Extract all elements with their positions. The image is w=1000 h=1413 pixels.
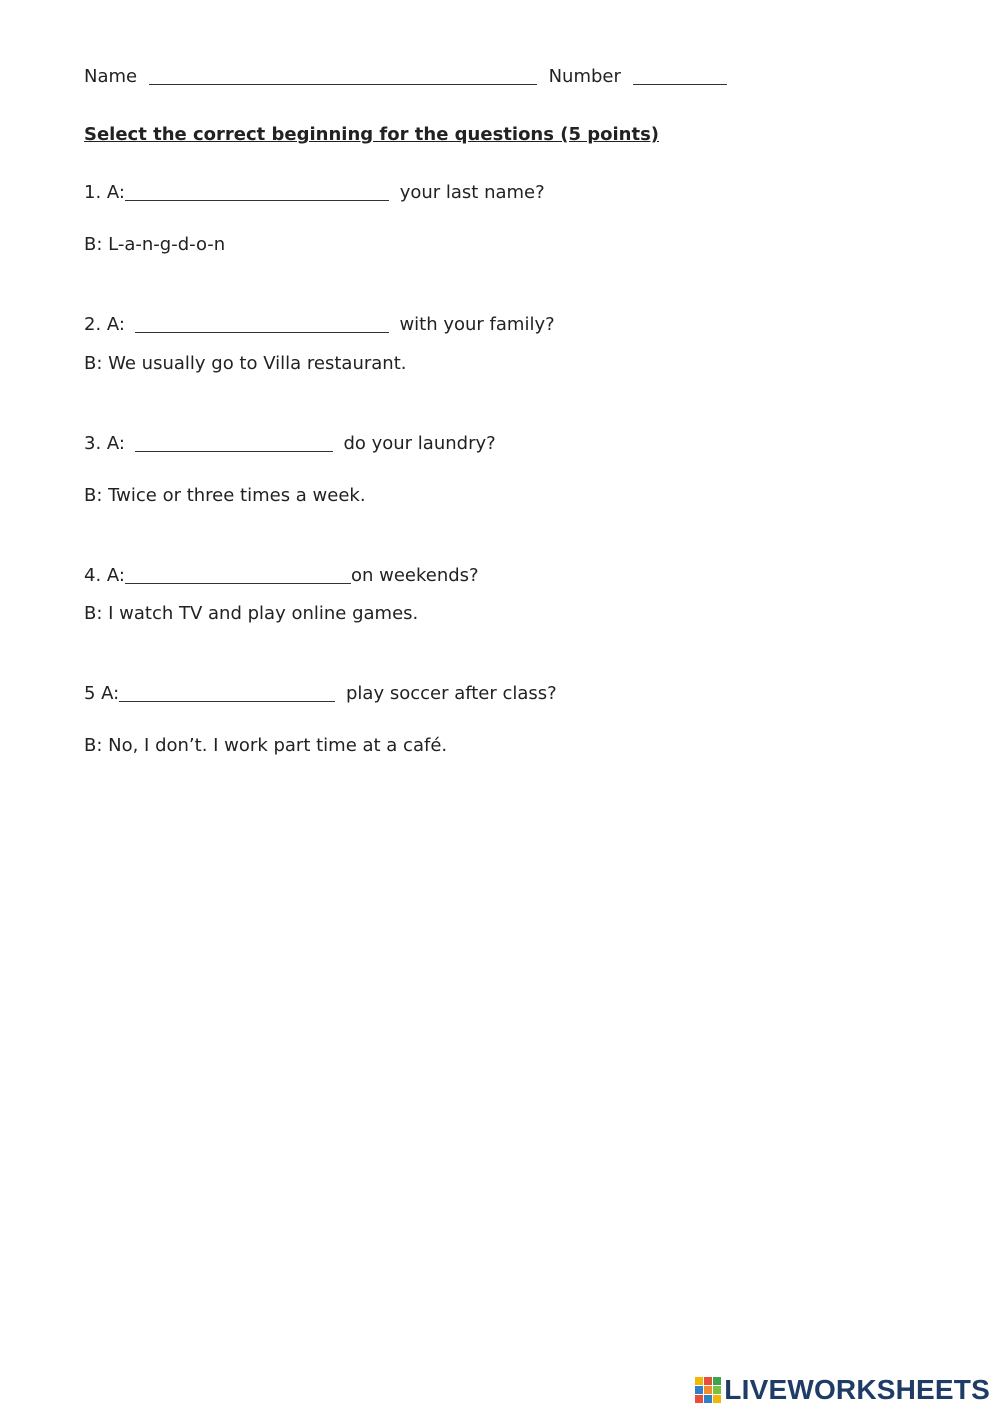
instructions-heading: Select the correct beginning for the questions (5 points) (84, 124, 660, 145)
logo-cell (704, 1377, 712, 1385)
answer-3: B: Twice or three times a week. (84, 485, 366, 506)
question-5 (84, 682, 557, 706)
logo-cell (704, 1395, 712, 1403)
logo-cell (713, 1377, 721, 1385)
answer-blank-4[interactable] (125, 565, 351, 584)
name-label: Name (84, 66, 138, 87)
liveworksheets-logo (695, 1375, 990, 1405)
number-field[interactable] (633, 66, 727, 85)
logo-cell (695, 1377, 703, 1385)
question-1 (84, 181, 545, 205)
answer-1: B: L-a-n-g-d-o-n (84, 234, 226, 255)
question-suffix: your last name? (399, 182, 545, 203)
question-prefix: 3. A: (84, 433, 125, 454)
question-prefix: 4. A: (84, 565, 125, 586)
answer-5: B: No, I don’t. I work part time at a café. (84, 735, 448, 756)
name-row (84, 65, 727, 89)
question-prefix: 2. A: (84, 314, 125, 335)
answer-2: B: We usually go to Villa restaurant. (84, 353, 407, 374)
answer-blank-1[interactable] (125, 182, 389, 201)
logo-cell (695, 1395, 703, 1403)
question-suffix: play soccer after class? (345, 683, 557, 704)
logo-cell (704, 1386, 712, 1394)
question-4 (84, 564, 479, 588)
question-suffix: do your laundry? (343, 433, 496, 454)
answer-blank-5[interactable] (119, 683, 335, 702)
logo-cell (713, 1386, 721, 1394)
answer-4: B: I watch TV and play online games. (84, 603, 419, 624)
question-prefix: 1. A: (84, 182, 125, 203)
question-2 (84, 313, 555, 337)
logo-cell (695, 1386, 703, 1394)
question-suffix: on weekends? (350, 565, 479, 586)
answer-blank-3[interactable] (135, 433, 333, 452)
logo-cell (713, 1395, 721, 1403)
question-prefix: 5 A: (84, 683, 120, 704)
answer-blank-2[interactable] (135, 314, 389, 333)
logo-text: LIVEWORKSHEETS (724, 1374, 990, 1405)
question-3 (84, 432, 496, 456)
question-suffix: with your family? (399, 314, 555, 335)
name-field[interactable] (149, 66, 537, 85)
logo-grid-icon (695, 1377, 721, 1403)
number-label: Number (548, 66, 621, 87)
